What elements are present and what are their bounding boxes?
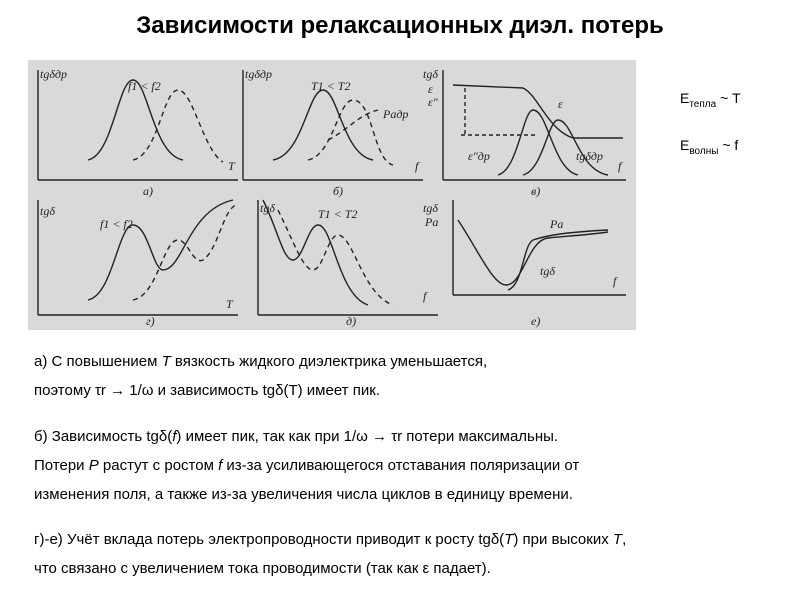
wave-suffix: ~ f (718, 137, 739, 153)
paragraph-b-line2 (34, 451, 774, 480)
panel-b-note: T1 < T2 (311, 79, 351, 93)
paragraph-a-line2: поэтому τr → 1/ω и зависимость tgδ(T) имеет пик. (34, 382, 380, 399)
p3-text-a: г)-е) Учёт вклада потерь электропроводности приводит к росту tgδ( (34, 531, 505, 548)
panel-g-x-label: T (226, 297, 233, 311)
relaxation-loss-figure (28, 60, 636, 330)
paragraph-g-e-line1 (34, 525, 774, 554)
paragraph-b-line3: изменения поля, а также из-за увеличения числа циклов в единицу времени. (34, 486, 573, 503)
panel-v-y-label-eps2: ε" (428, 95, 438, 109)
paragraph-g-e-line2: что связано с увеличением тока проводимости (так как ε падает). (34, 560, 491, 577)
panel-v-y-label-eps: ε (428, 82, 433, 96)
page-title: Зависимости релаксационных диэл. потерь (136, 12, 664, 39)
p2-l2-text-a: Потери (34, 457, 89, 474)
panel-b-curve-label: Pадр (383, 107, 409, 121)
panel-e-caption: е) (531, 314, 541, 328)
panel-a-x-label: T (228, 159, 235, 173)
panel-g-caption: г) (146, 314, 155, 328)
figure-background (28, 60, 636, 330)
panel-d-note: T1 < T2 (318, 207, 358, 221)
p3-text-c: , (622, 531, 627, 548)
panel-e-x-label: f (613, 274, 617, 288)
p2-text-b: ) имеет пик, так как при 1/ω → τr потери максимальны. (176, 428, 559, 445)
panel-v-x-label: f (618, 159, 622, 173)
p2-text-a: б) Зависимость tgδ( (34, 428, 173, 445)
panel-d-x-label: f (423, 289, 427, 303)
heat-suffix: ~ T (716, 90, 741, 106)
panel-v-label-tg: tgδдр (576, 149, 603, 163)
p2-var-P: P (88, 457, 99, 474)
panel-b-x-label: f (415, 159, 419, 173)
p3-var-T: T (504, 531, 514, 548)
heat-energy-note (680, 90, 741, 110)
wave-prefix: E (680, 137, 690, 153)
panel-a-note: f1 < f2 (128, 79, 161, 93)
paragraph-a (34, 347, 774, 405)
p1-text-b: вязкость жидкого диэлектрика уменьшается, (170, 353, 488, 370)
panel-v-y-label-tg: tgδ (423, 67, 438, 81)
panel-b-y-label: tgδдр (245, 67, 272, 81)
panel-e-label-tg: tgδ (540, 264, 555, 278)
panel-a-caption: а) (143, 184, 153, 198)
panel-a-y-label: tgδдр (40, 67, 67, 81)
panel-g-y-label: tgδ (40, 204, 55, 218)
paragraph-b (34, 422, 774, 509)
panel-e-y-label-P: Pa (425, 215, 439, 229)
p2-l2-var-f: f (218, 457, 223, 474)
panel-e-label-P: Pa (550, 217, 564, 231)
p3-var-T2: T (612, 531, 623, 548)
paragraph-g-e (34, 525, 774, 583)
wave-energy-note (680, 137, 738, 157)
panel-v-label-eps2: ε"др (468, 149, 490, 163)
panel-d-caption: д) (346, 314, 357, 328)
panel-b-caption: б) (333, 184, 344, 198)
wave-sub: волны (689, 145, 719, 157)
heat-prefix: E (680, 90, 690, 106)
panel-v-label-eps: ε (558, 97, 563, 111)
p2-var-f: f (172, 428, 177, 445)
p2-l2-text-c: из-за усиливающегося отставания поляризации от (222, 457, 580, 474)
panel-v-caption: в) (531, 184, 541, 198)
paragraph-b-line1 (34, 422, 774, 451)
panel-g-note: f1 < f2 (100, 217, 133, 231)
p3-text-b: ) при высоких (513, 531, 613, 548)
heat-sub: тепла (689, 98, 717, 110)
panel-e-y-label-tg: tgδ (423, 201, 438, 215)
panel-d-y-label: tgδ (260, 201, 275, 215)
paragraph-a-line1 (34, 347, 774, 376)
p1-text-a: а) С повышением (34, 353, 162, 370)
p1-var-T: T (161, 353, 171, 370)
p2-l2-text-b: растут с ростом (98, 457, 219, 474)
